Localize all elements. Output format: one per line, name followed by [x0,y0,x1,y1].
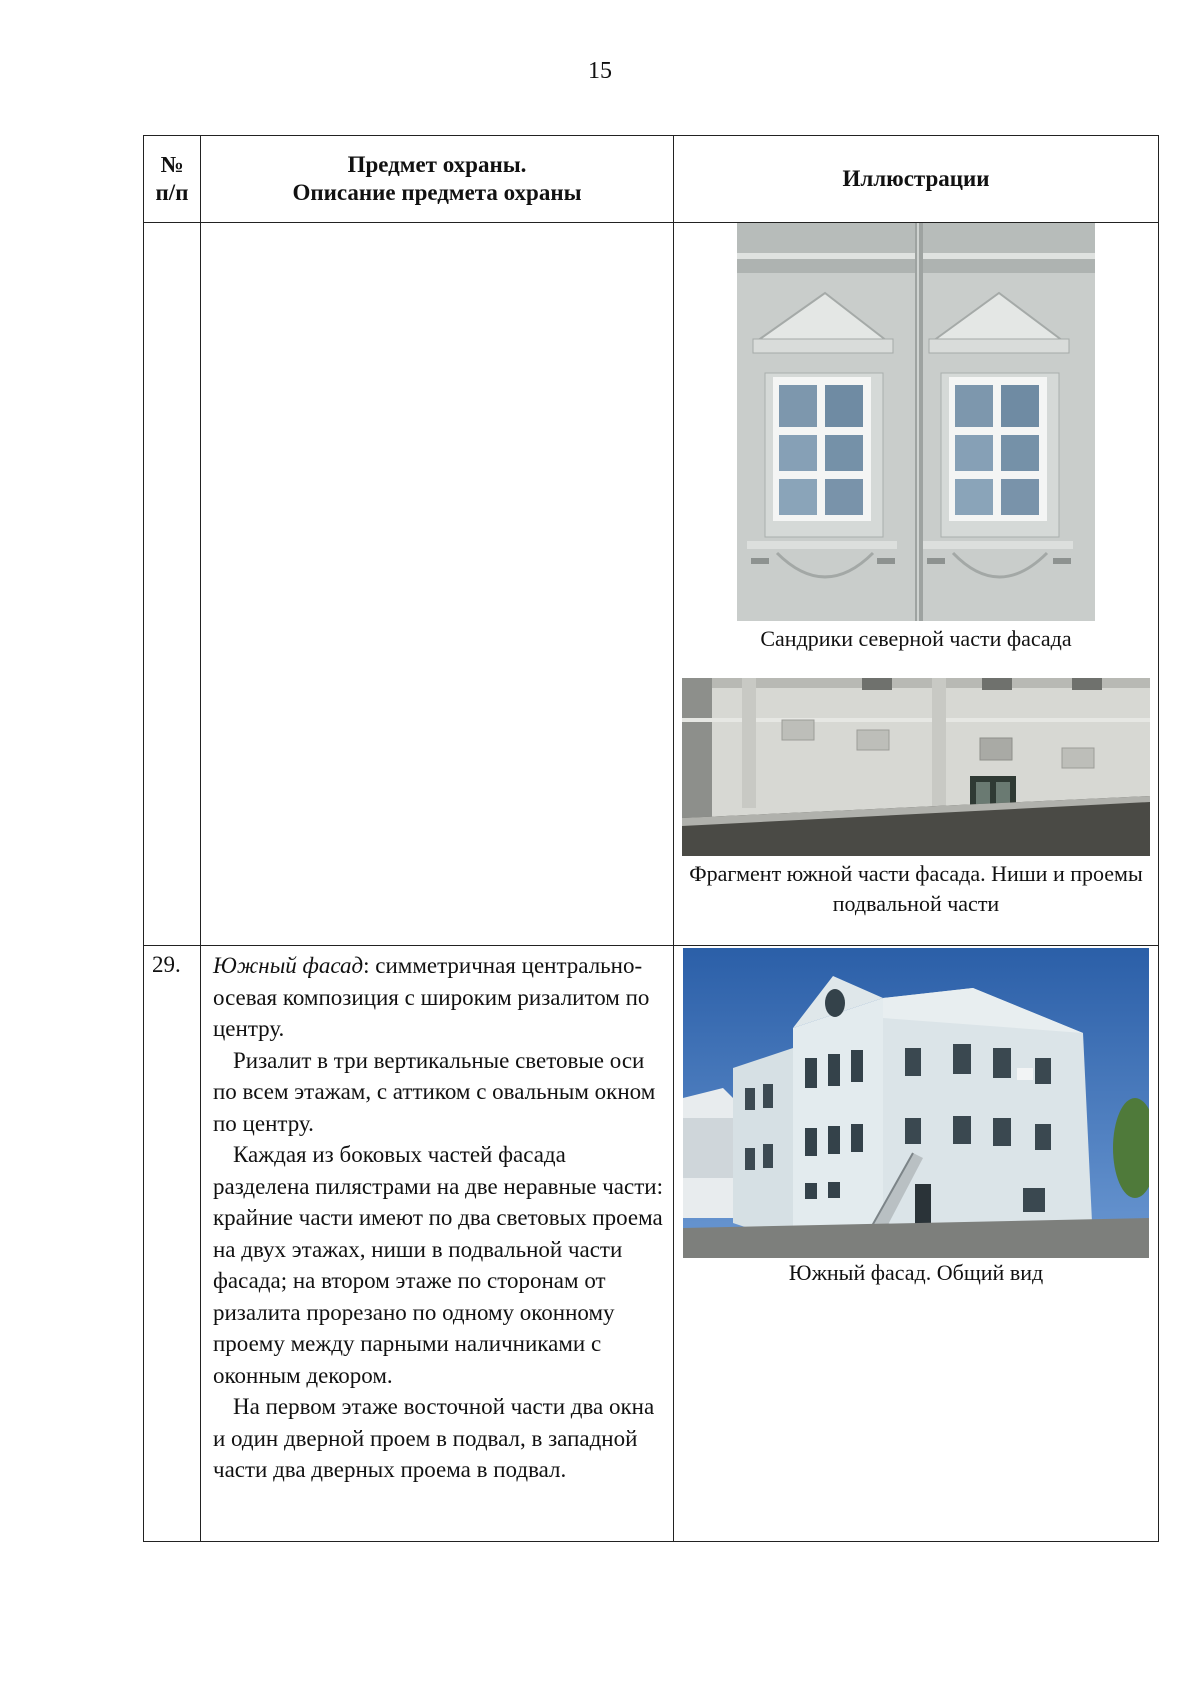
photo-south-facade-fragment [682,678,1150,856]
caption-south-facade-general: Южный фасад. Общий вид [788,1260,1044,1285]
table-row-29 [144,946,1159,1542]
continued-description-cell [201,223,674,946]
header-number [144,136,201,223]
header-number-line1: № [160,152,184,177]
header-illustrations: Иллюстрации [674,136,1159,223]
page-number: 15 [588,58,612,84]
row-29-paragraph-3: На первом этаже восточной части два окна и один дверной проем в подвал, в западной части два дверных проема в подвал. [213,1394,655,1482]
header-subject [201,136,674,223]
header-subject-line2: Описание предмета охраны [292,180,582,205]
photo-south-facade-general [683,948,1149,1258]
row-29-number: 29. [144,946,201,1542]
row-29-paragraph-0 [213,950,665,1045]
continued-number-cell [144,223,201,946]
row-29-illustration-cell [674,946,1159,1542]
table-row-continued [144,223,1159,946]
row-29-title-rest: : симметричная центрально-осевая композиция с широким ризалитом по центру. [213,953,650,1041]
photo-north-facade-sandriks [737,223,1095,621]
caption-north-facade-sandriks: Сандрики северной части фасада [760,626,1072,651]
row-29-description [201,946,674,1542]
header-number-line2: п/п [155,180,189,205]
caption-south-facade-fragment: Фрагмент южной части фасада. Ниши и проемы подвальной части [689,861,1143,916]
row-29-paragraph-1: Ризалит в три вертикальные световые оси по всем этажам, с аттиком с овальным окном по центру. [213,1047,656,1136]
protection-subject-table [143,135,1159,1542]
row-29-title: Южный фасад [213,953,364,978]
header-subject-line1: Предмет охраны. [347,152,527,177]
table-header-row [144,136,1159,223]
row-29-paragraph-2: Каждая из боковых частей фасада разделена пилястрами на две неравные части: крайние части имеют по два световых проема на двух этажах, ниши в подвальной части фасада; на втором этаже по сторонам от ризалита прорезано по одному оконному проему между парными наличниками с оконным декором. [213,1142,663,1388]
continued-illustration-cell [674,223,1159,946]
